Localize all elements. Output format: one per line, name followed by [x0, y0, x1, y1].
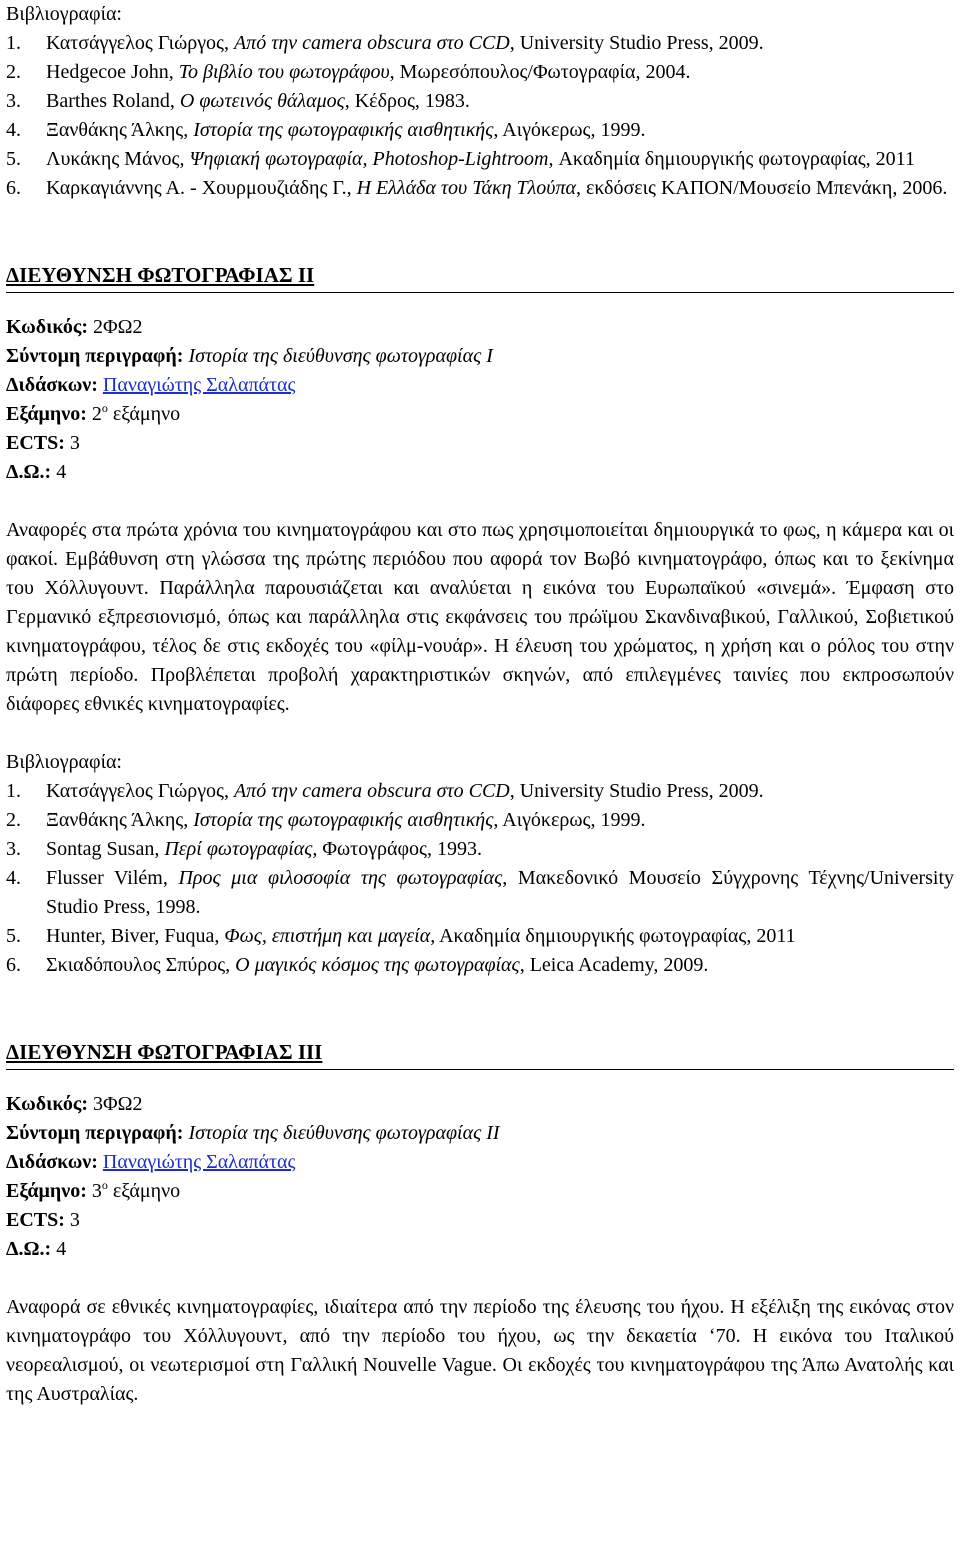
course-semester: Εξάμηνο: $2^o$ εξάμηνο [6, 401, 181, 425]
course-instructor: Διδάσκων: Παναγιώτης Σαλαπάτας [6, 374, 296, 396]
course-2-reference-list [6, 777, 954, 980]
reference-item: 5. Λυκάκης Μάνος, Ψηφιακή φωτογραφία, Photoshop-Lightroom, Ακαδημία δημιουργικής φωτογραφίας, 2011 [6, 148, 915, 170]
reference-item: 4. Flusser Vilém, Προς μια φιλοσοφία της φωτογραφίας, Μακεδονικό Μουσείο Σύγχρονης Τέχνης/University Studio Press, 1998. [6, 867, 954, 918]
course-code: Κωδικός: 3ΦΩ2 [6, 1093, 143, 1115]
course-code: Κωδικός: 2ΦΩ2 [6, 316, 143, 338]
course-semester: Εξάμηνο: $3^o$ εξάμηνο [6, 1178, 181, 1202]
course-ects: ECTS: 3 [6, 1209, 80, 1231]
bibliography-heading: Βιβλιογραφία: [6, 751, 122, 773]
course-description: Αναφορές στα πρώτα χρόνια του κινηματογράφου και στο πως χρησιμοποιείται δημιουργικά το φως, η κάμερα και οι φακοί. Εμβάθυνση στη γλώσσα της πρώτης περιόδου που αφορά τον Βωβό κινηματογράφο, όπως και το ξεκίνημα του Χόλλυγουντ. Παράλληλα παρουσιάζεται και αναλύεται η εικόνα του Ευρωπαϊκού «σινεμά». Έμφαση στο Γερμανικό εξπρεσιονισμό, όπως και παράλληλα στις εκφάνσεις του πρώϊμου Σκανδιναβικού, Γαλλικού, Σοβιετικού κινηματογράφου, τέλος δε στις εκδοχές του «φίλμ-νουάρ». Η έλευση του χρώματος, η χρήση και ο ρόλος του στην πρώτη περίοδο. Προβλέπεται προβολή χαρακτηριστικών σκηνών, από επιλεγμένες ταινίες που εκπροσωπούν διάφορες εθνικές κινηματογραφίες. [6, 519, 954, 715]
reference-item: 1. Κατσάγγελος Γιώργος, Από την camera obscura στο CCD, University Studio Press, 2009. [6, 780, 764, 802]
reference-item: 2. Ξανθάκης Άλκης, Ιστορία της φωτογραφικής αισθητικής, Αιγόκερως, 1999. [6, 809, 646, 831]
reference-item: 4. Ξανθάκης Άλκης, Ιστορία της φωτογραφικής αισθητικής, Αιγόκερως, 1999. [6, 119, 646, 141]
course-ects: ECTS: 3 [6, 432, 80, 454]
reference-item: 3. Barthes Roland, Ο φωτεινός θάλαμος, Κέδρος, 1983. [6, 90, 470, 112]
course-summary: Σύντομη περιγραφή: Ιστορία της διεύθυνσης φωτογραφίας ΙΙ [6, 1122, 500, 1144]
course-hours: Δ.Ω.: 4 [6, 1238, 67, 1260]
reference-item: 6. Σκιαδόπουλος Σπύρος, Ο μαγικός κόσμος της φωτογραφίας, Leica Academy, 2009. [6, 954, 709, 976]
course-instructor: Διδάσκων: Παναγιώτης Σαλαπάτας [6, 1151, 296, 1173]
course-description: Αναφορά σε εθνικές κινηματογραφίες, ιδιαίτερα από την περίοδο της έλευσης του ήχου. Η εξέλιξη της εικόνας στον κινηματογράφο του Χόλλυγουντ, από την περίοδο του ήχου, ως την δεκαετία ‘70. Η εικόνα του Ιταλικού νεορεαλισμού, οι νεωτερισμοί στη Γαλλική Nouvelle Vague. Οι εκδοχές του κινηματογράφου της Άπω Ανατολής και της Αυστραλίας. [6, 1296, 954, 1405]
section-title-course-3: ΔΙΕΥΘΥΝΣΗ ΦΩΤΟΓΡΑΦΙΑΣ ΙΙΙ [6, 1038, 954, 1070]
reference-item: 3. Sontag Susan, Περί φωτογραφίας, Φωτογράφος, 1993. [6, 838, 482, 860]
reference-item: 6. Καρκαγιάννης Α. - Χουρμουζιάδης Γ., Η Ελλάδα του Τάκη Τλούπα, εκδόσεις ΚΑΠΟΝ/Μουσείο Μπενάκη, 2006. [6, 177, 948, 199]
reference-item: 1. Κατσάγγελος Γιώργος, Από την camera obscura στο CCD, University Studio Press, 2009. [6, 32, 764, 54]
course-hours: Δ.Ω.: 4 [6, 461, 67, 483]
bibliography-heading: Βιβλιογραφία: [6, 3, 122, 25]
top-reference-list [6, 29, 954, 203]
course-summary: Σύντομη περιγραφή: Ιστορία της διεύθυνσης φωτογραφίας Ι [6, 345, 493, 367]
reference-item: 5. Hunter, Biver, Fuqua, Φως, επιστήμη και μαγεία, Ακαδημία δημιουργικής φωτογραφίας, 2011 [6, 925, 796, 947]
reference-item: 2. Hedgecoe John, Το βιβλίο του φωτογράφου, Μωρεσόπουλος/Φωτογραφία, 2004. [6, 61, 691, 83]
instructor-link[interactable]: Παναγιώτης Σαλαπάτας [102, 1151, 296, 1173]
section-title-course-2: ΔΙΕΥΘΥΝΣΗ ΦΩΤΟΓΡΑΦΙΑΣ ΙΙ [6, 261, 954, 293]
instructor-link[interactable]: Παναγιώτης Σαλαπάτας [102, 374, 296, 396]
